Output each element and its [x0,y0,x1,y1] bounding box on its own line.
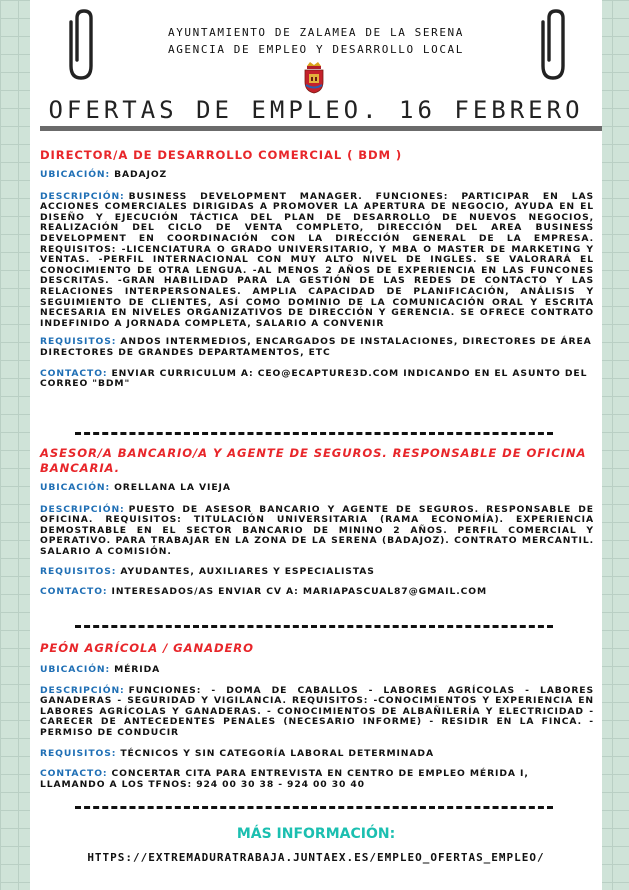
description-label: DESCRIPCIÓN: [40,503,125,515]
requirements-value: ANDOS INTERMEDIOS, ENCARGADOS DE INSTALACIONES, DIRECTORES DE ÁREA DIRECTORES DE GRANDES DEPARTAMENTOS, ETC [40,336,592,358]
header [30,24,602,58]
description-label: DESCRIPCIÓN: [40,190,125,202]
job-requirements [40,337,594,358]
job-description [40,686,594,739]
requirements-label: REQUISITOS: [40,747,117,759]
job-description [40,505,594,558]
description-value: FUNCIONES: - DOMA DE CABALLOS - LABORES AGRÍCOLAS - LABORES GANADERAS - SEGURIDAD Y VIGILANCIA. REQUISITOS: -CONOCIMIENTOS Y EXPERIENCIA EN LABORES AGRÍCOLAS Y GANADERAS. - CONOCIMIENTOS DE ALBAÑILERÍA Y ELECTRICIDAD - CARECER DE ANTECEDENTES PENALES (NECESARIO INFORME) - RESIDIR EN LA FINCA. - PERMISO DE CONDUCIR [40,684,594,738]
requirements-label: REQUISITOS: [40,565,117,577]
requirements-value: AYUDANTES, AUXILIARES Y ESPECIALISTAS [120,565,375,577]
contact-value: CONCERTAR CITA PARA ENTREVISTA EN CENTRO DE EMPLEO MÉRIDA I, LLAMANDO A LOS TFNOS: 924 00 30 38 - 924 00 30 40 [40,768,529,790]
flyer-sheet [30,0,602,890]
job-contact [40,587,594,598]
job-requirements [40,567,594,578]
title-underline [40,126,602,131]
location-label: UBICACIÓN: [40,664,111,675]
job-offer-2 [40,446,594,598]
contact-value: INTERESADOS/AS ENVIAR CV A: MARIAPASCUAL87@GMAIL.COM [111,586,488,598]
location-label: UBICACIÓN: [40,482,111,493]
page-title: OFERTAS DE EMPLEO. 16 FEBRERO [48,96,584,124]
more-info-heading: MÁS INFORMACIÓN: [236,826,396,842]
job-location [40,483,594,494]
contact-label: CONTACTO: [40,768,108,780]
job-title: DIRECTOR/A DE DESARROLLO COMERCIAL ( BDM ) [40,148,403,162]
header-line-1: AYUNTAMIENTO DE ZALAMEA DE LA SERENA [167,26,464,39]
requirements-label: REQUISITOS: [40,336,117,348]
contact-value: ENVIAR CURRICULUM A: CEO@ECAPTURE3D.COM INDICANDO EN EL ASUNTO DEL CORREO "BDM" [40,367,588,390]
coat-of-arms-icon [302,60,326,94]
dashed-divider [75,432,553,435]
location-value: BADAJOZ [114,169,168,180]
job-offer-1 [40,148,594,390]
header-line-2: AGENCIA DE EMPLEO Y DESARROLLO LOCAL [167,43,464,56]
job-contact [40,769,594,790]
job-requirements [40,749,594,760]
description-value: PUESTO DE ASESOR BANCARIO Y AGENTE DE SEGUROS. RESPONSABLE DE OFICINA. REQUISITOS: TITULACIÓN UNIVERSITARIA (RAMA ECONOMÍA). EXPERIENCIA DEMOSTRABLE EN EL SECTOR BANCARIO DE MININO 2 AÑOS. PERFIL COMERCIAL Y OPERATIVO. PARA TRABAJAR EN LA ZONA DE LA SERENA (BADAJOZ). CONTRATO MERCANTIL. SALARIO A COMISIÓN. [40,503,594,557]
job-description [40,192,594,330]
description-value: BUSINESS DEVELOPMENT MANAGER. FUNCIONES: PARTICIPAR EN LAS ACCIONES COMERCIALES DIRIGIDAS A PROMOVER LA APERTURA DE NEGOCIO, AYUDA EN EL DISEÑO Y EJECUCIÓN TÁCTICA DEL PLAN DE DESARROLLO DE NUEVOS NEGOCIOS, REALIZACIÓN DEL CICLO DE VENTA COMPLETO, DIRECCIÓN DEL AREA BUSINESS DEVELOPMENT EN COORDINACIÓN CON LA DIRECCIÓN GENERAL DE LA EMPRESA. REQUISITOS: -LICENCIATURA O GRADO UNIVERSITARIO, Y MBA O MASTER DE MARKETING Y VENTAS. -PERFIL INTERNACIONAL CON MUY ALTO NIVEL DE INGLES. SE VALORARÁ EL CONOCIMIENTO DE OTRA LENGUA. -AL MENOS 2 AÑOS DE EXPERIENCIA EN LAS FUNCONES DESCRITAS. -GRAN HABILIDAD PARA LA GESTIÓN DE LAS REDES DE CONTACTO Y LAS RELACIONES INTERPERSONALES. AMPLIA CAPACIDAD DE PLANIFICACIÓN, ANÁLISIS Y SEGUIMIENTO DE CLIENTES, ASÍ COMO DOMINIO DE LA COMUNICACIÓN ORAL Y ESCRITA NECESARIA EN NIVELES ORGANIZATIVOS DE DIRECCIÓN Y GERENCIA. SE OFRECE CONTRATO INDEFINIDO A JORNADA COMPLETA, SALARIO A CONVENIR [40,190,594,329]
job-location [40,665,594,676]
description-label: DESCRIPCIÓN: [40,684,125,696]
dashed-divider [75,625,553,628]
location-value: MÉRIDA [114,664,161,675]
contact-label: CONTACTO: [40,367,108,379]
job-offer-3 [40,641,594,790]
job-title: PEÓN AGRÍCOLA / GANADERO [40,641,254,655]
dashed-divider [75,806,553,809]
location-value: ORELLANA LA VIEJA [114,482,231,493]
job-location [40,170,594,181]
job-title: ASESOR/A BANCARIO/A Y AGENTE DE SEGUROS. RESPONSABLE DE OFICINA BANCARIA. [40,446,587,475]
requirements-value: TÉCNICOS Y SIN CATEGORÍA LABORAL DETERMINADA [120,747,434,759]
contact-label: CONTACTO: [40,586,108,598]
more-info-link[interactable]: HTTPS://EXTREMADURATRABAJA.JUNTAEX.ES/EMPLEO_OFERTAS_EMPLEO/ [87,851,545,864]
location-label: UBICACIÓN: [40,169,111,180]
job-contact [40,369,594,390]
